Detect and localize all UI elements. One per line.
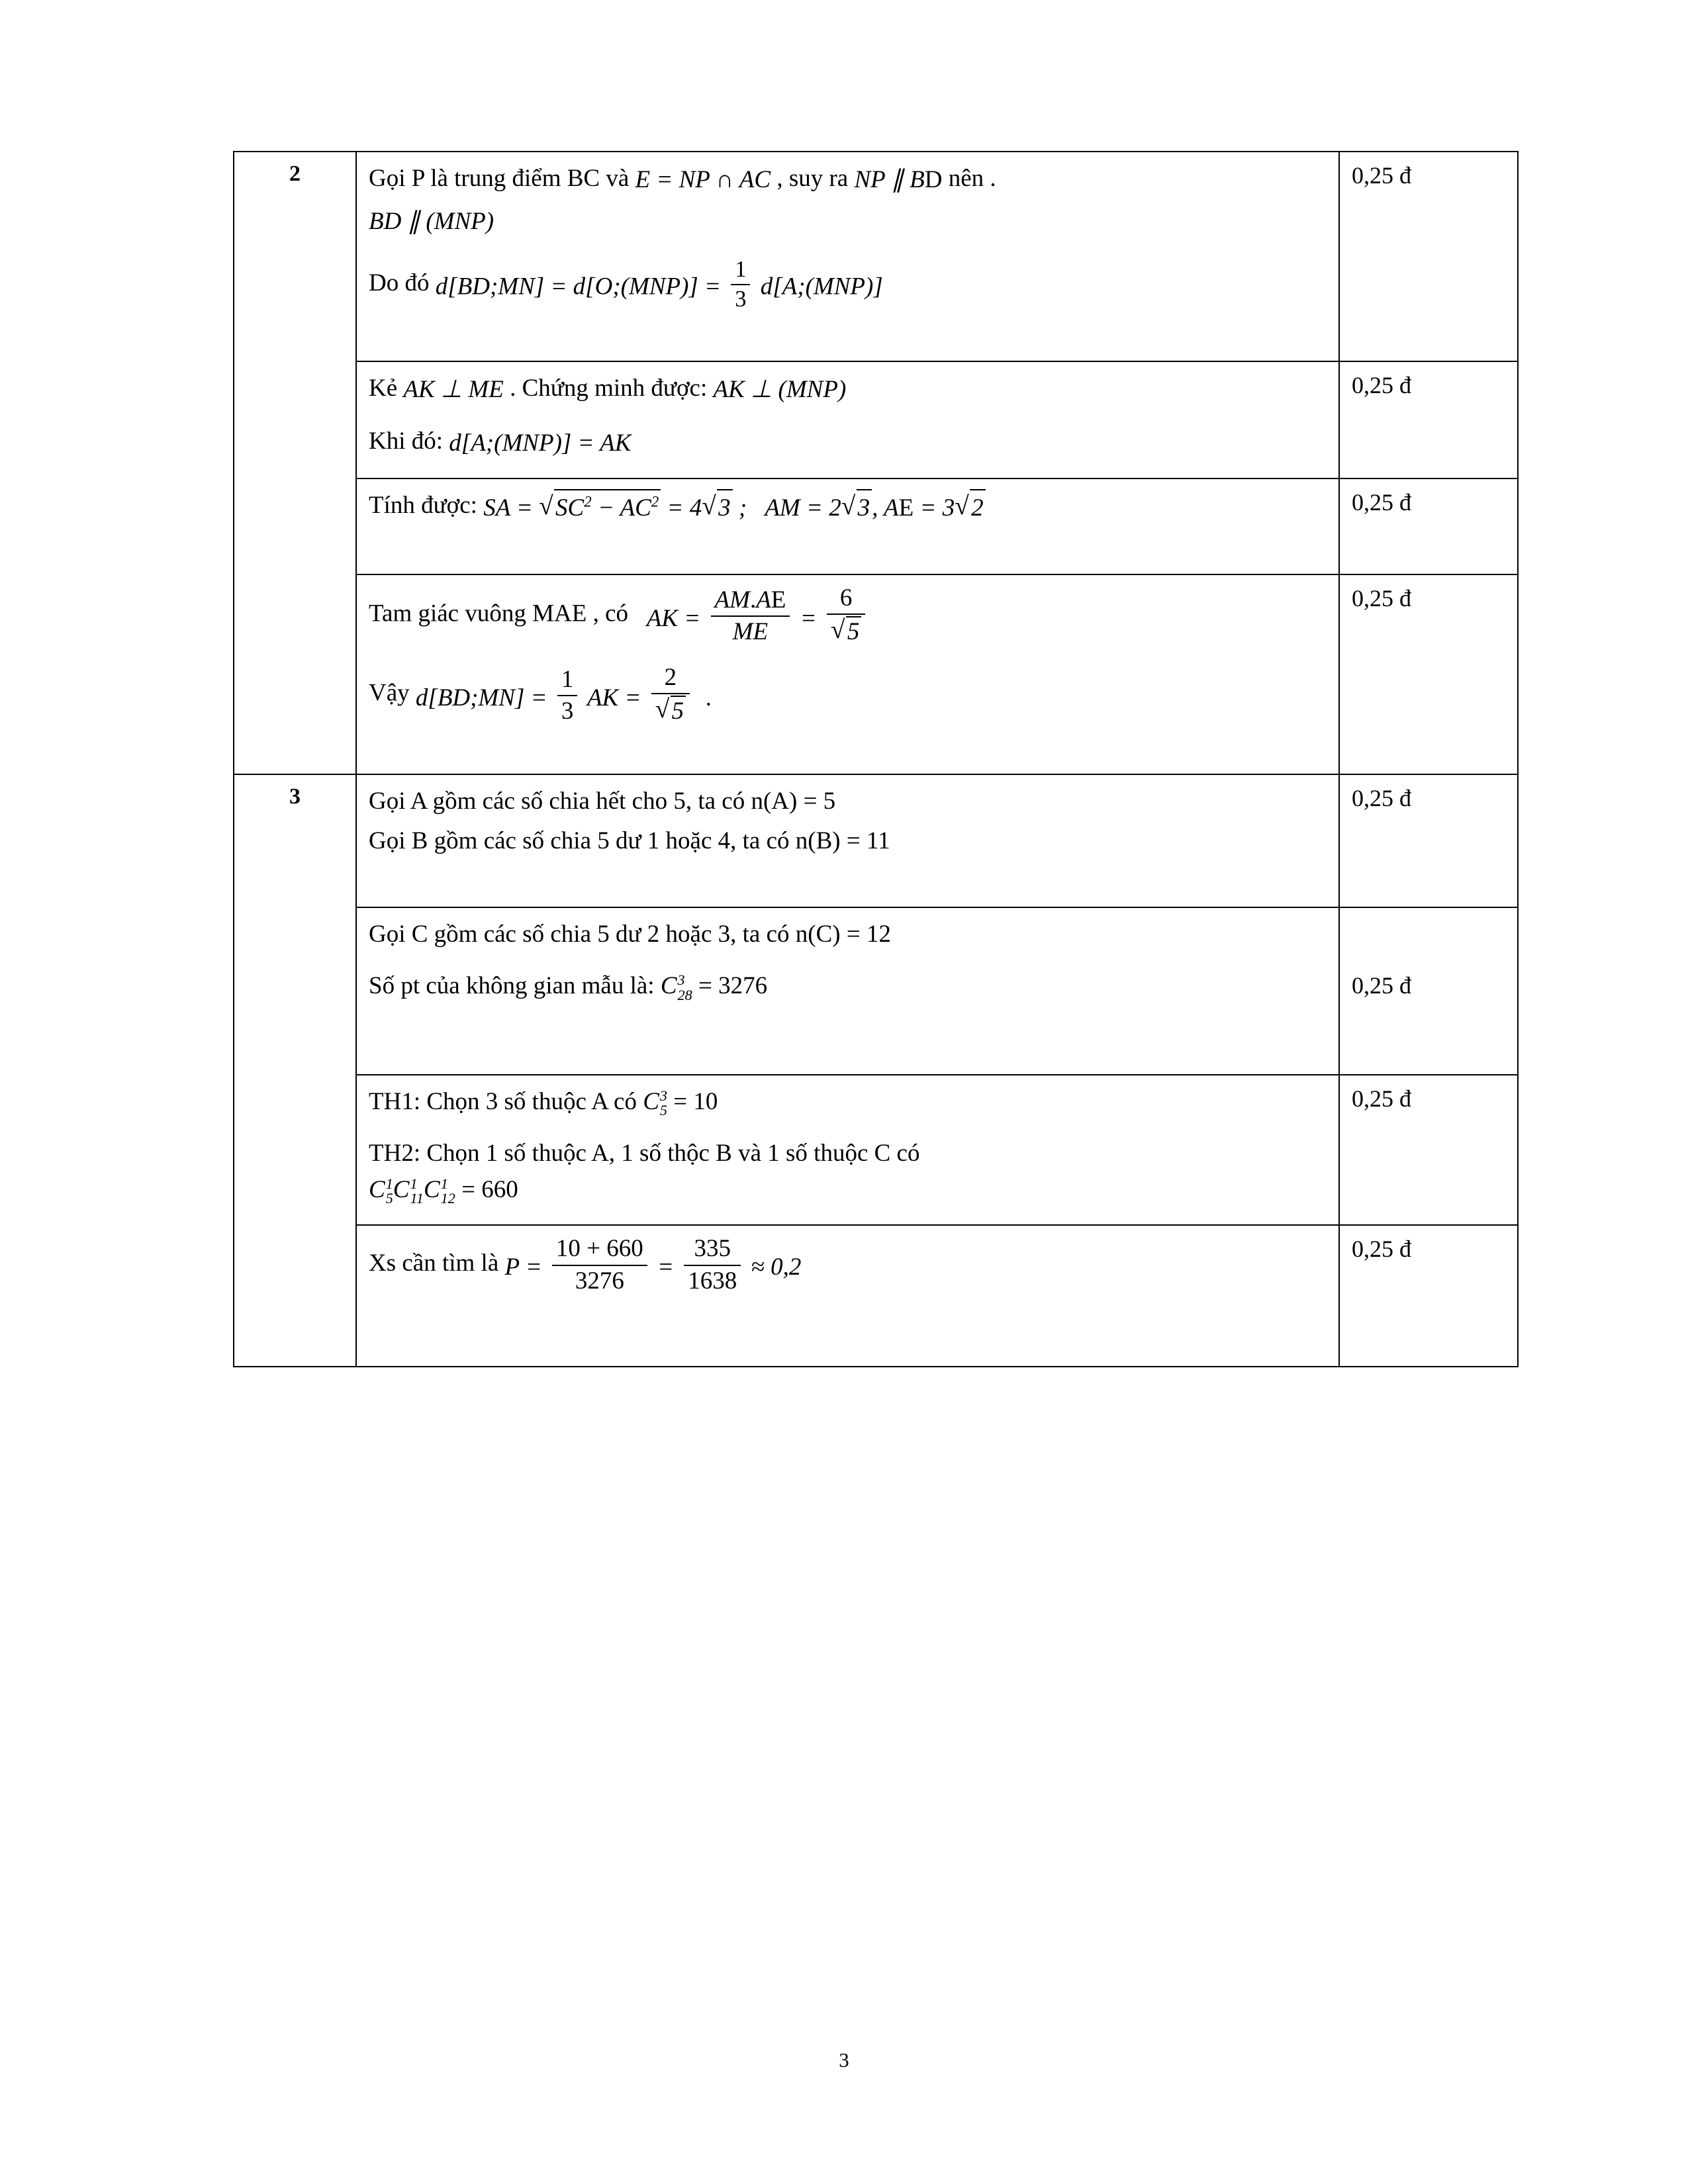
fraction [711, 586, 790, 647]
fraction-denominator: 3 [735, 287, 747, 312]
math-expression: P = $\frac{10 + 660}{3276}$ = $\frac{335}{1638}$ ≈ 0,2 [504, 1235, 802, 1295]
solution-line [369, 371, 1327, 408]
solution-line [369, 424, 1327, 461]
math-expression: d[BD;MN] = d[O;(MNP)] = $\frac{1}{3}$ d[A;(MNP)] [435, 256, 883, 312]
fraction [552, 1235, 647, 1295]
spacer [369, 957, 1327, 969]
solution-cell [356, 774, 1339, 907]
fraction [651, 664, 690, 726]
spacer [369, 245, 1327, 257]
solution-cell [356, 1225, 1339, 1366]
score-cell: 0,25 đ [1339, 907, 1518, 1075]
solution-line [369, 257, 1327, 313]
math-expression: AK ⊥ ME [403, 375, 504, 403]
fraction-denominator: √ 5 [651, 694, 690, 726]
math-expression: AK ⊥ (MNP) [713, 375, 847, 403]
math-expression: AK = $\frac{AM.AE}{ME}$ = 6 √ 5 [647, 584, 870, 647]
fraction [731, 257, 750, 313]
solution-line: Gọi C gồm các số chia 5 dư 2 hoặc 3, ta có n(C) = 12 [369, 920, 891, 948]
solution-line: Gọi A gồm các số chia hết cho 5, ta có n(A) = 5 [369, 787, 836, 815]
row-number-cell: 3 [234, 774, 356, 1367]
page-number: 3 [839, 2048, 849, 2071]
fraction-denominator: 3 [561, 698, 574, 725]
math-expression: d[BD;MN] = $\frac{1}{3}$ AK = 2 √ 5 . [416, 664, 712, 726]
solution-line [369, 664, 1327, 726]
spacer [369, 1301, 1327, 1354]
fraction-numerator: 10 + 660 [552, 1235, 647, 1266]
text-fragment: Gọi P là trung điểm BC và [369, 165, 630, 192]
math-expression: SA = √ $SC^2 - AC^2 = 4$ √ 3 ; AM = 2 √ 3, AE = 3 √ 2 [483, 489, 985, 526]
math-expression: BD ∥ (MNP) [369, 208, 494, 236]
spacer [369, 412, 1327, 424]
solution-line: Gọi B gồm các số chia 5 dư 1 hoặc 4, ta có n(B) = 11 [369, 827, 890, 855]
score-cell: 0,25 đ [1339, 774, 1518, 907]
spacer [369, 731, 1327, 762]
value: 660 [481, 1175, 518, 1203]
fraction-denominator: ME [732, 618, 769, 646]
solution-line: Số pt của không gian mẫu là: C 3 28 = 3276 [369, 969, 1327, 1004]
table-row [234, 152, 1518, 361]
value: 10 [693, 1087, 718, 1115]
text-fragment: Kẻ [369, 374, 398, 402]
square-root: √ $SC^2 - AC^2$ [539, 489, 661, 526]
solution-line [369, 1235, 1327, 1295]
fraction-numerator: 1 [731, 257, 750, 286]
answer-key-table [233, 151, 1519, 1367]
solution-cell [356, 152, 1339, 361]
table-row [234, 1225, 1518, 1366]
solution-line [369, 203, 1327, 240]
text-fragment: Tính được: [369, 492, 477, 520]
square-root: √ 3 [702, 489, 732, 526]
fraction [557, 666, 578, 726]
solution-line [369, 161, 1327, 198]
table-row [234, 574, 1518, 774]
solution-line: C 1 5 C 1 11 C 1 12 = 660 [369, 1173, 1327, 1208]
value: 3276 [718, 972, 768, 1000]
text-fragment: Vậy [369, 679, 410, 707]
table-row [234, 1075, 1518, 1226]
solution-line: TH2: Chọn 1 số thuộc A, 1 số thộc B và 1 số thuộc C có [369, 1140, 920, 1167]
text-fragment: . Chứng minh được: [510, 374, 708, 402]
fraction-denominator: 3276 [575, 1267, 624, 1295]
spacer [369, 864, 1327, 895]
math-expression: NP ∥ BD [854, 166, 943, 194]
text-fragment: nên . [948, 165, 996, 192]
score-cell: 0,25 đ [1339, 1075, 1518, 1226]
text-fragment: Số pt của không gian mẫu là: [369, 972, 655, 1000]
fraction-numerator: 335 [684, 1235, 741, 1266]
fraction-denominator: 1638 [688, 1267, 737, 1295]
text-fragment: Tam giác vuông MAE , có [369, 600, 628, 627]
solution-cell [356, 1075, 1339, 1226]
score-cell: 0,25 đ [1339, 574, 1518, 774]
solution-line [369, 488, 1327, 525]
text-fragment: Xs cần tìm là [369, 1250, 499, 1277]
math-expression: C 3 28 [660, 972, 692, 1003]
spacer [369, 1009, 1327, 1062]
text-fragment: Do đó [369, 269, 430, 296]
math-expression: E = NP ∩ AC [635, 166, 771, 194]
table-row [234, 907, 1518, 1075]
fraction [827, 584, 865, 647]
fraction-numerator: AM.AE [711, 586, 790, 617]
row-number-cell: 2 [234, 152, 356, 774]
solution-cell [356, 907, 1339, 1075]
spacer [369, 1124, 1327, 1136]
fraction-numerator: 6 [827, 584, 865, 615]
text-fragment: TH1: Chọn 3 số thuộc A có [369, 1087, 637, 1115]
fraction-numerator: 2 [651, 664, 690, 695]
table-row [234, 774, 1518, 907]
text-fragment: Khi đó: [369, 428, 444, 455]
value: 0,2 [771, 1253, 802, 1281]
spacer [369, 318, 1327, 349]
table-row [234, 478, 1518, 574]
square-root: √ 3 [841, 489, 872, 526]
score-cell: 0,25 đ [1339, 152, 1518, 361]
spacer [369, 531, 1327, 562]
square-root: √ 2 [955, 489, 985, 526]
math-expression: C 1 5 C 1 11 C 1 12 [369, 1175, 455, 1207]
table-row [234, 361, 1518, 479]
math-expression: C 3 5 [643, 1087, 667, 1119]
solution-cell [356, 361, 1339, 479]
spacer [369, 652, 1327, 664]
text-fragment: , suy ra [776, 165, 849, 192]
fraction-denominator: √ 5 [827, 615, 865, 647]
solution-line: TH1: Chọn 3 số thuộc A có C 3 5 = 10 [369, 1085, 1327, 1120]
score-cell: 0,25 đ [1339, 478, 1518, 574]
score-cell: 0,25 đ [1339, 1225, 1518, 1366]
fraction [684, 1235, 741, 1295]
fraction-numerator: 1 [557, 666, 578, 697]
score-cell: 0,25 đ [1339, 361, 1518, 479]
math-expression: d[A;(MNP)] = AK [449, 429, 632, 457]
solution-cell [356, 478, 1339, 574]
solution-cell [356, 574, 1339, 774]
solution-line [369, 584, 1327, 647]
